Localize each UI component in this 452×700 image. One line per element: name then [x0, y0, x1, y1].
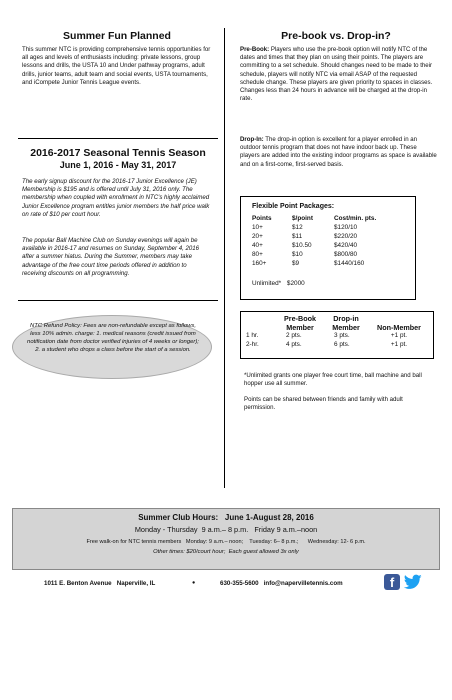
- table-cell: Pre-Book: [284, 314, 316, 323]
- summer-hours-line-3: Other times: $20/court hour; Each guest allowed 3x only: [153, 549, 299, 555]
- twitter-icon[interactable]: [404, 574, 422, 590]
- table-cell: $220/20: [334, 233, 358, 240]
- dropin-label: Drop-In:: [240, 136, 264, 143]
- table-cell: 160+: [252, 260, 267, 267]
- table-cell: Member: [332, 323, 360, 332]
- table-cell: +1 pt.: [390, 332, 408, 339]
- table-cell: 6 pts.: [334, 341, 350, 348]
- table-row: [252, 224, 402, 233]
- table-cell: Non-Member: [377, 323, 421, 332]
- table-cell: $12: [292, 224, 303, 231]
- table-cell: $10.50: [292, 242, 312, 249]
- summer-hours-title: Summer Club Hours: June 1-August 28, 2016: [138, 513, 314, 522]
- table-cell: 2 pts.: [286, 332, 302, 339]
- table-cell: $11: [292, 233, 303, 240]
- table-cell: 4 pts.: [286, 341, 302, 348]
- table-row: [252, 242, 402, 251]
- packages-title: Flexible Point Packages:: [252, 203, 335, 210]
- packages-table: [252, 215, 402, 269]
- unlimited-package: [252, 280, 305, 287]
- table-cell: [246, 314, 276, 323]
- table-row: [252, 233, 402, 242]
- prebook-paragraph: [240, 46, 438, 103]
- table-cell: 20+: [252, 233, 263, 240]
- table-cell: $9: [292, 260, 300, 267]
- season-paragraph-2: The popular Ball Machine Club on Sunday evenings will again be available in 2016-17 and resumes on Sunday, September 4, 2016 after a summer hiatus. During the Summer, members may take advantage of the free court time periods offered in addition to receiving discounts on all programming.: [22, 237, 200, 277]
- unlimited-note: *Unlimited grants one player free court time, ball machine and ball hopper use all summer.: [244, 372, 422, 388]
- table-cell: +1 pt.: [390, 341, 408, 348]
- table-row: [246, 341, 430, 350]
- table-cell: $800/80: [334, 251, 358, 258]
- unlimited-label: Unlimited*: [252, 280, 282, 287]
- table-cell: 40+: [252, 242, 263, 249]
- season-paragraph-1: The early signup discount for the 2016-17 Junior Excellence (JE) Membership is $195 and is offered until July 31, 2016 only. The membership when coupled with enrollment in NTC's highly acclaimed Junior Excellence program entitles junior members the half price walk on rate of $10 per court hour.: [22, 178, 210, 218]
- summer-hours-line-2: Free walk-on for NTC tennis members Monday: 9 a.m.– noon; Tuesday: 6– 8 p.m.; Wednesday: 12- 6 p.m.: [86, 539, 366, 545]
- table-cell: 1 hr.: [246, 332, 259, 339]
- point-usage-header-row-2: [246, 323, 430, 332]
- table-cell: Member: [286, 323, 314, 332]
- packages-header-row: [252, 215, 402, 224]
- packages-header-cost: Cost/min. pts.: [334, 215, 377, 222]
- point-usage-table: [246, 314, 430, 350]
- footer-address: 1011 E. Benton Avenue Naperville, IL: [44, 580, 156, 587]
- share-note: Points can be shared between friends and family with adult permission.: [244, 396, 403, 412]
- column-divider: [224, 28, 225, 488]
- packages-header-rate: $/point: [292, 215, 313, 222]
- prebook-label: Pre-Book:: [240, 46, 270, 53]
- table-row: [252, 260, 402, 269]
- prebook-title: Pre-book vs. Drop-in?: [281, 30, 391, 42]
- dropin-paragraph: [240, 136, 438, 169]
- table-cell: [246, 323, 276, 332]
- unlimited-price: $2000: [286, 280, 305, 287]
- table-row: [252, 251, 402, 260]
- season-title: 2016-2017 Seasonal Tennis Season: [30, 147, 206, 159]
- table-cell: $420/40: [334, 242, 358, 249]
- table-cell: 3 pts.: [334, 332, 350, 339]
- packages-header-points: Points: [252, 215, 272, 222]
- table-cell: Drop-in: [333, 314, 359, 323]
- table-cell: $1440/160: [334, 260, 365, 267]
- facebook-icon[interactable]: f: [384, 574, 400, 590]
- dropin-text: The drop-in option is excellent for a player enrolled in an outdoor tennis program that does not have indoor back up. These players are added into the existing indoor programs as space is available and on a first-come, first-served basis.: [240, 136, 437, 168]
- table-cell: $10: [292, 251, 303, 258]
- left-divider-bottom: [18, 300, 218, 301]
- season-dates: June 1, 2016 - May 31, 2017: [59, 160, 177, 170]
- table-cell: 10+: [252, 224, 263, 231]
- point-usage-header-row-1: [246, 314, 430, 323]
- footer-bullet: ●: [192, 580, 196, 586]
- table-cell: $120/10: [334, 224, 358, 231]
- summer-fun-title: Summer Fun Planned: [63, 30, 171, 42]
- table-cell: [368, 314, 430, 323]
- prebook-text: Players who use the pre-book option will notify NTC of the dates and times that they plan on using their points. The players are committing to a set schedule. Should changes need to be made to their schedule, players will notify NTC via email ASAP of the requested schedule change. These players are given priority to spaces in classes. Changes less than 24 hours in advance will be charged at the drop-in rate.: [240, 46, 433, 103]
- refund-policy-text: NTC Refund Policy: Fees are non-refundable except as follows, less 10% admin. charge: 1. medical reasons (credit issued from notification date from doctor verified injuries of 4 weeks or longer); 2. a student who drops a class before the start of a session.: [27, 323, 199, 353]
- table-cell: 2-hr.: [246, 341, 259, 348]
- footer-contact: 630-355-5600 info@napervilletennis.com: [220, 580, 343, 587]
- summer-fun-body: This summer NTC is providing comprehensive tennis opportunities for all ages and levels of enthusiasts including: private lessons, group lessons and drills, the USTA 10 and Under pathway programs, adult drills, junior teams, adult team and social events, USTA tournaments, and iCompete Junior Tennis League events.: [22, 46, 211, 86]
- summer-hours-line-1: Monday - Thursday 9 a.m.– 8 p.m. Friday 9 a.m.–noon: [134, 525, 318, 534]
- left-divider-top: [18, 138, 218, 139]
- table-cell: 80+: [252, 251, 263, 258]
- table-row: [246, 332, 430, 341]
